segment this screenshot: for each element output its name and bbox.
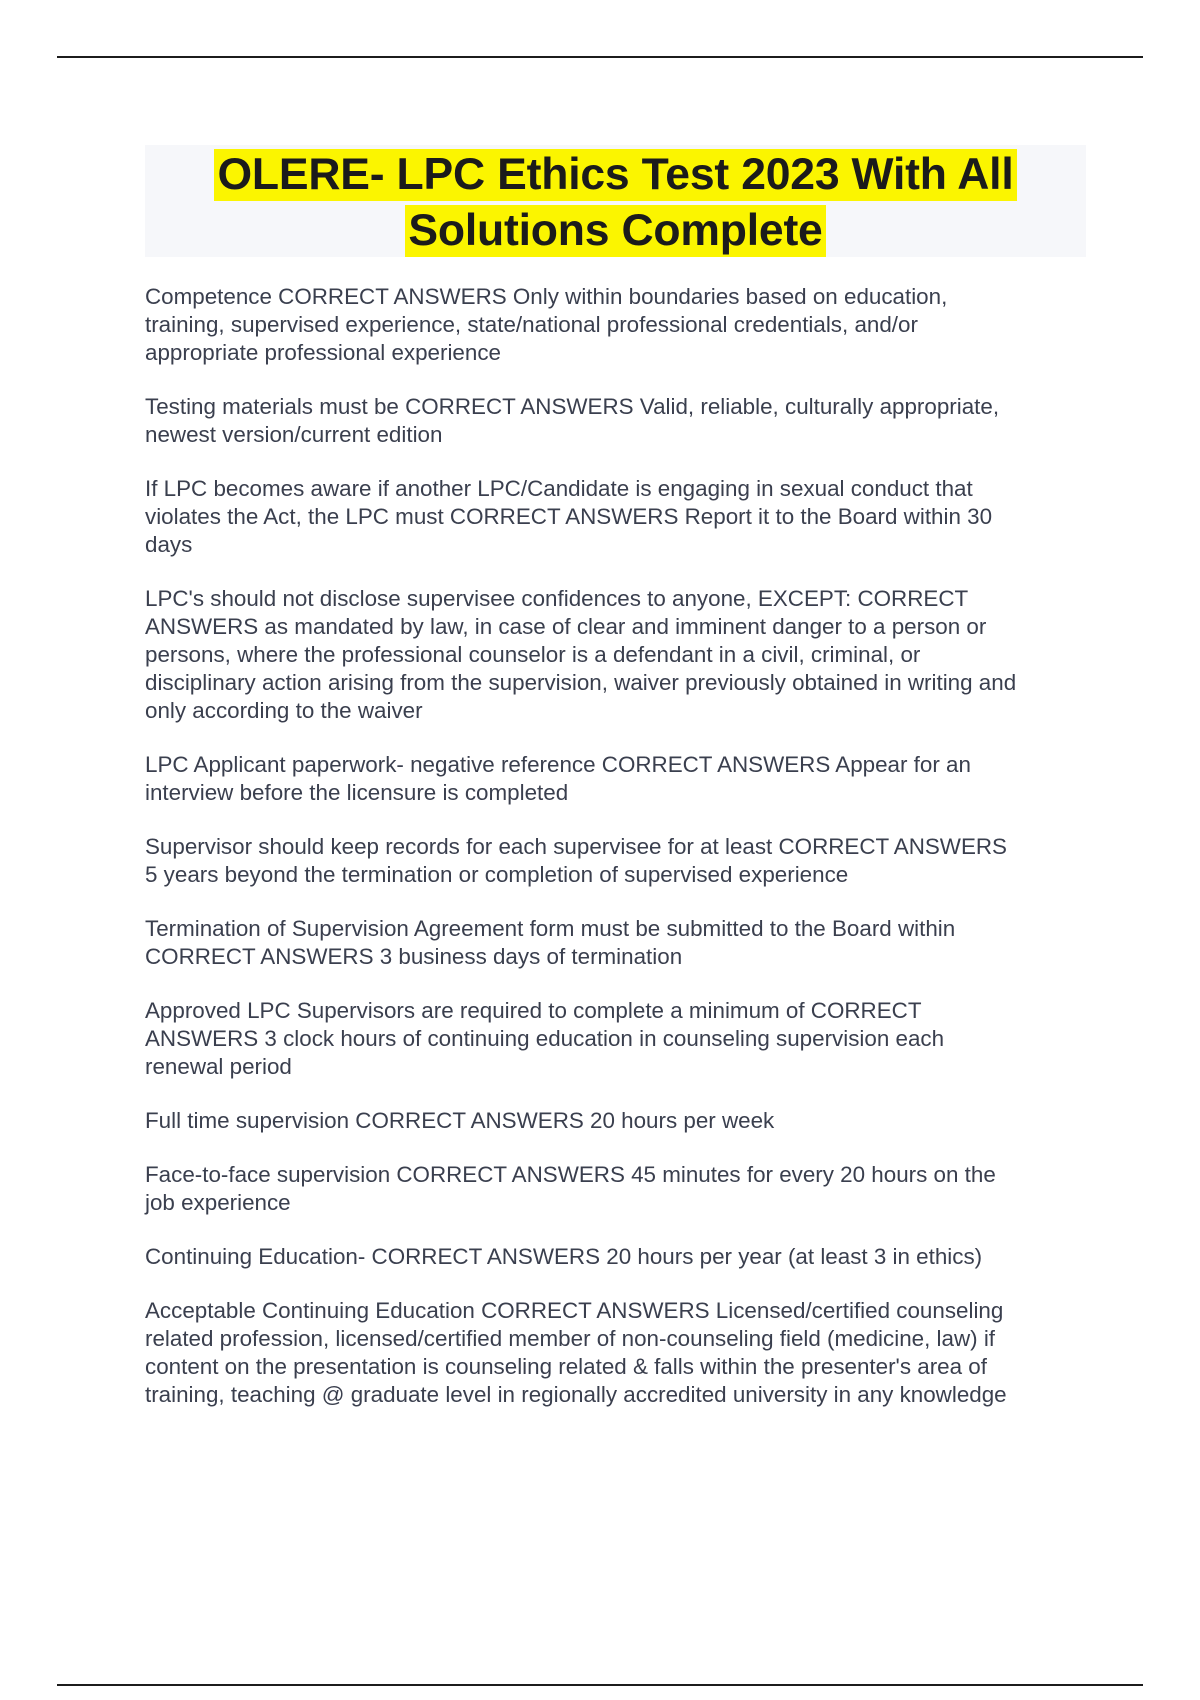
document-title xyxy=(145,145,1086,257)
qa-list xyxy=(145,283,1095,1435)
qa-item-acceptable-ce: Acceptable Continuing Education CORRECT ANSWERS Licensed/certified counseling related profession, licensed/certified member of non-counseling field (medicine, law) if content on the presentation is counseling related & falls within the presenter's area of training, teaching @ graduate level in regionally accredited university in any knowledge xyxy=(145,1298,1007,1407)
top-rule xyxy=(57,56,1143,58)
qa-item-testing-materials: Testing materials must be CORRECT ANSWERS Valid, reliable, culturally appropriate, newest version/current edition xyxy=(145,394,1000,447)
title-line-2: Solutions Complete xyxy=(405,205,825,257)
qa-item-supervisor-ce: Approved LPC Supervisors are required to complete a minimum of CORRECT ANSWERS 3 clock hours of continuing education in counseling supervision each renewal period xyxy=(145,998,945,1079)
qa-item-face-to-face-supervision: Face-to-face supervision CORRECT ANSWERS 45 minutes for every 20 hours on the job experience xyxy=(145,1162,996,1215)
qa-item-supervisee-confidences: LPC's should not disclose supervisee confidences to anyone, EXCEPT: CORRECT ANSWERS as mandated by law, in case of clear and imminent danger to a person or persons, where the professional counselor is a defendant in a civil, criminal, or disciplinary action arising from the supervision, waiver previously obtained in writing and only according to the waiver xyxy=(145,586,1017,723)
qa-item-sexual-conduct-report: If LPC becomes aware if another LPC/Candidate is engaging in sexual conduct that violates the Act, the LPC must CORRECT ANSWERS Report it to the Board within 30 days xyxy=(145,476,993,557)
qa-item-full-time-supervision: Full time supervision CORRECT ANSWERS 20 hours per week xyxy=(145,1108,775,1133)
bottom-rule xyxy=(57,1684,1143,1686)
qa-item-competence: Competence CORRECT ANSWERS Only within boundaries based on education, training, supervised experience, state/national professional credentials, and/or appropriate professional experience xyxy=(145,284,948,365)
qa-item-termination-form: Termination of Supervision Agreement form must be submitted to the Board within CORRECT ANSWERS 3 business days of termination xyxy=(145,916,956,969)
qa-item-continuing-education: Continuing Education- CORRECT ANSWERS 20 hours per year (at least 3 in ethics) xyxy=(145,1244,983,1269)
title-line-1: OLERE- LPC Ethics Test 2023 With All xyxy=(214,149,1016,201)
qa-item-negative-reference: LPC Applicant paperwork- negative reference CORRECT ANSWERS Appear for an interview before the licensure is completed xyxy=(145,752,971,805)
qa-item-record-keeping: Supervisor should keep records for each supervisee for at least CORRECT ANSWERS 5 years beyond the termination or completion of supervised experience xyxy=(145,834,1007,887)
